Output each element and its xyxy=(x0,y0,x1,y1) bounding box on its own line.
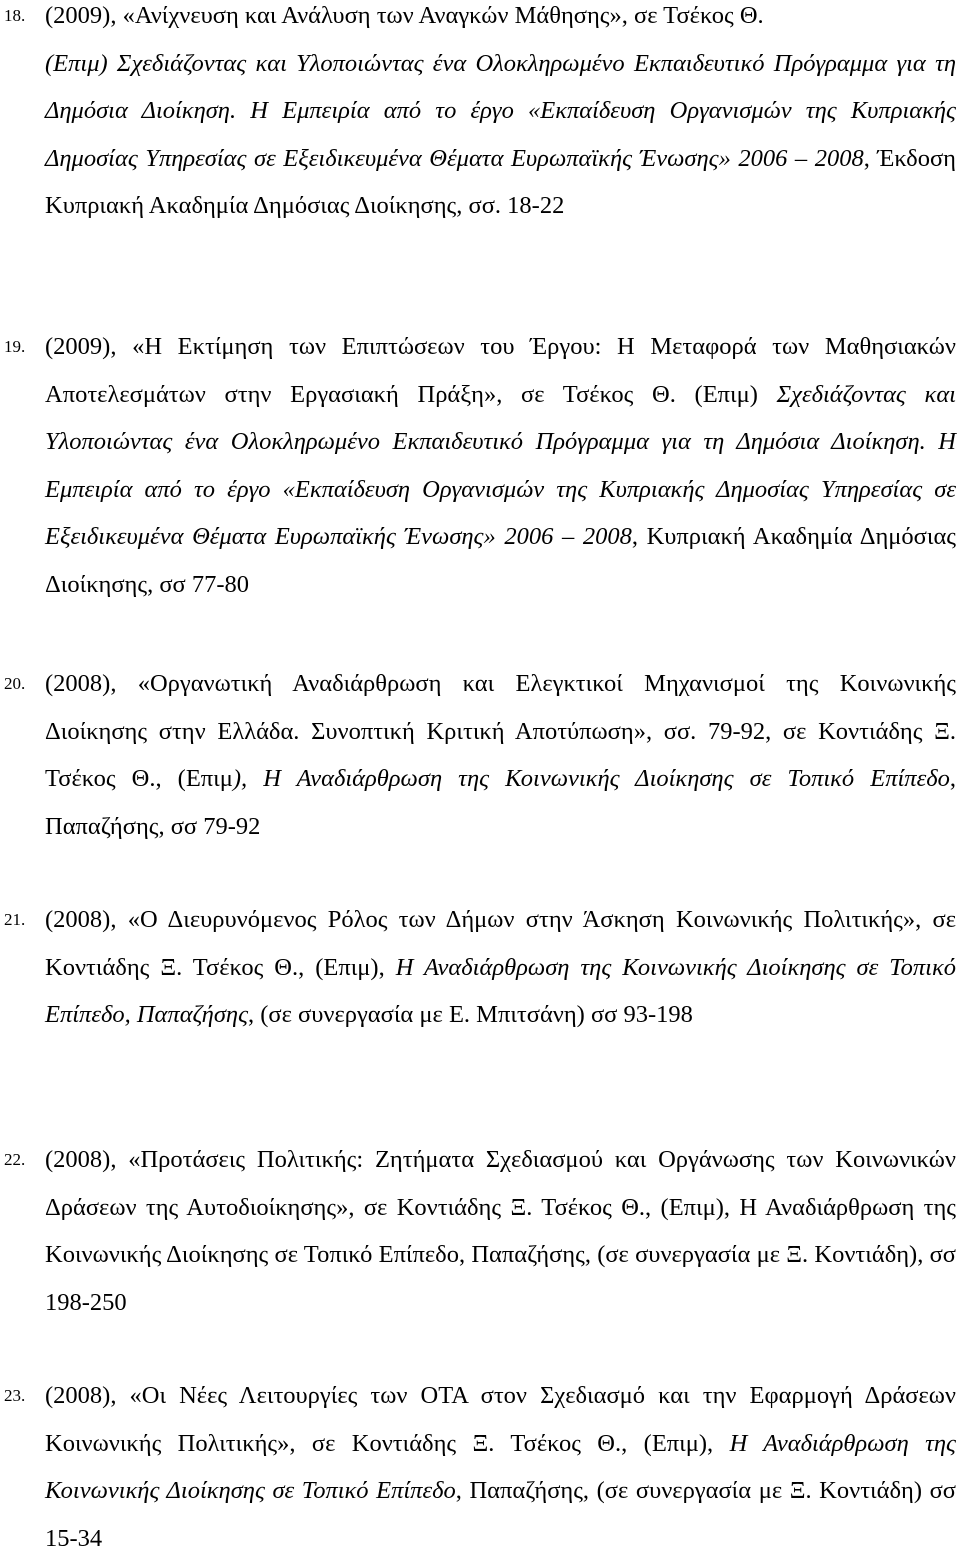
entry-number: 23. xyxy=(4,1386,26,1405)
entry-text-plain: (2009), «Η Εκτίμηση των Επιπτώσεων του Έργου: Η Μεταφορά των Μαθησιακών Αποτελεσμάτων στην Εργασιακή Πράξη», σε Τσέκος Θ. (Επιμ) xyxy=(45,333,956,408)
entry-text-italic: ), Η Αναδιάρθρωση της Κοινωνικής Διοίκησης σε Τοπικό Επίπεδο xyxy=(232,765,950,792)
entry-text xyxy=(45,660,956,850)
entry-text-italic: Η Αναδιάρθρωση της Κοινωνικής Διοίκησης σε Τοπικό Επίπεδο xyxy=(45,1429,956,1504)
entry-text-plain-end: , Παπαζήσης, (σε συνεργασία με Ξ. Κοντιάδη) σσ 15-34 xyxy=(45,1477,956,1552)
entry-number: 22. xyxy=(4,1150,26,1169)
entry-text-plain: (2008), «Οργανωτική Αναδιάρθρωση και Ελεγκτικοί Μηχανισμοί της Κοινωνικής Διοίκησης στην Ελλάδα. Συνοπτική Κριτική Αποτύπωση», σσ. 79-92, σε Κοντιάδης Ξ. Τσέκος Θ., (Επιμ xyxy=(45,670,956,792)
entry-text-plain: (2008), «Οι Νέες Λειτουργίες των ΟΤΑ στον Σχεδιασμό και την Εφαρμογή Δράσεων Κοινωνικής Πολιτικής», σε Κοντιάδης Ξ. Τσέκος Θ., (Επιμ), xyxy=(45,1382,956,1457)
entry-text xyxy=(45,0,956,230)
entry-number: 19. xyxy=(4,337,26,356)
entry-text-italic: Σχεδιάζοντας και Υλοποιώντας ένα Ολοκληρωμένο Εκπαιδευτικό Πρόγραμμα για τη Δημόσια Διοίκηση. Η Εμπειρία από το έργο «Εκπαίδευση Οργανισμών της Κυπριακής Δημοσίας Υπηρεσίας σε Εξειδικευμένα Θέματα Ευρωπαϊκής Ένωσης» 2006 – 2008 xyxy=(45,380,956,550)
entry-text-plain-end: , (σε συνεργασία με Ε. Μπιτσάνη) σσ 93-198 xyxy=(248,1001,693,1028)
entry-text-plain: (2008), «Ο Διευρυνόμενος Ρόλος των Δήμων στην Άσκηση Κοινωνικής Πολιτικής», σε Κοντιάδης Ξ. Τσέκος Θ., (Επιμ), xyxy=(45,906,956,981)
entry-text-plain-end: , Κυπριακή Ακαδημία Δημόσιας Διοίκησης, σσ 77-80 xyxy=(45,523,957,598)
entry-text-plain: (2009), «Ανίχνευση και Ανάλυση των Αναγκών Μάθησης», σε Τσέκος Θ. xyxy=(45,2,764,29)
entry-number: 20. xyxy=(4,674,26,693)
entry-text xyxy=(45,896,956,1039)
entry-text-italic: (Επιμ) Σχεδιάζοντας και Υλοποιώντας ένα Ολοκληρωμένο Εκπαιδευτικό Πρόγραμμα για τη Δημόσια Διοίκηση. Η Εμπειρία από το έργο «Εκπαίδευση Οργανισμών της Κυπριακής Δημοσίας Υπηρεσίας σε Εξειδικευμένα Θέματα Ευρωπαϊκής Ένωσης» 2006 – 2008 xyxy=(45,49,956,172)
entry-text xyxy=(45,323,956,608)
entry-number: 18. xyxy=(4,6,26,25)
entry-text-plain: (2008), «Προτάσεις Πολιτικής: Ζητήματα Σχεδιασμού και Οργάνωσης των Κοινωνικών Δράσεων της Αυτοδιοίκησης», σε Κοντιάδης Ξ. Τσέκος Θ., (Επιμ), Η Αναδιάρθρωση της Κοινωνικής Διοίκησης σε Τοπικό Επίπεδο, Παπαζήσης, (σε συνεργασία με Ξ. Κοντιάδη), σσ 198-250 xyxy=(45,1146,956,1316)
entry-number: 21. xyxy=(4,910,26,929)
entry-text-plain-end: , Έκδοση Κυπριακή Ακαδημία Δημόσιας Διοίκησης, σσ. 18-22 xyxy=(45,144,956,219)
entry-text xyxy=(45,1136,956,1326)
entry-text xyxy=(45,1372,956,1562)
entry-text-italic: Η Αναδιάρθρωση της Κοινωνικής Διοίκησης σε Τοπικό Επίπεδο, Παπαζήσης xyxy=(45,953,956,1028)
entry-text-plain-end: , Παπαζήσης, σσ 79-92 xyxy=(45,765,957,840)
